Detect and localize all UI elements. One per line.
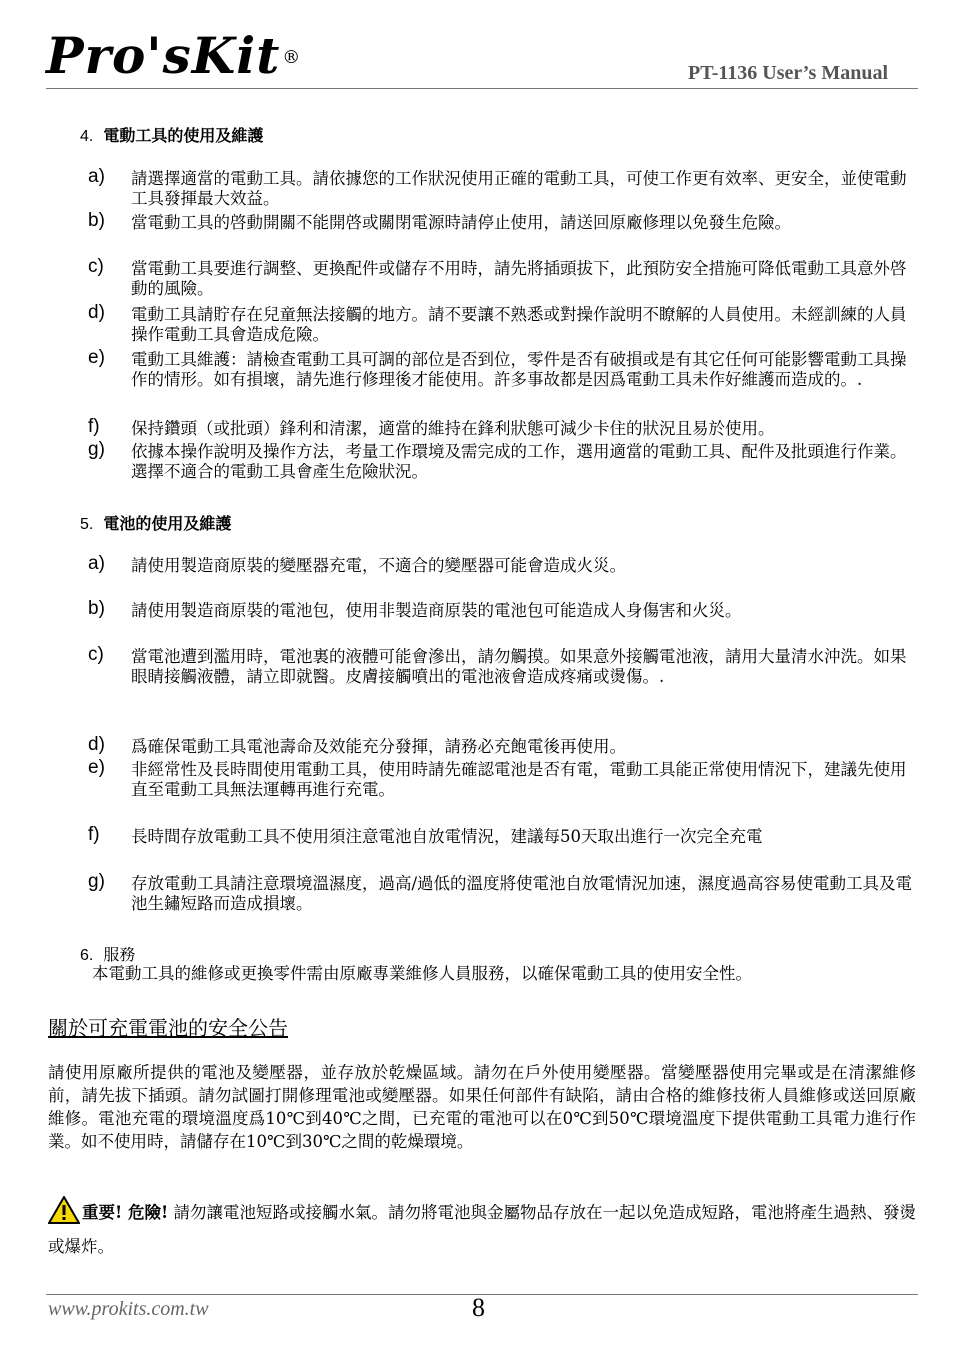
page-number: 8 xyxy=(472,1293,485,1322)
item-letter: a) xyxy=(88,553,105,574)
list-item xyxy=(88,598,916,621)
item-letter: c) xyxy=(88,256,104,277)
item-text: 非經常性及長時間使用電動工具，使用時請先確認電池是否有電，電動工具能正常使用情況下，建議先使用直至電動工具無法運轉再進行充電。 xyxy=(131,760,907,799)
item-text: 當電動工具要進行調整、更換配件或儲存不用時，請先將插頭拔下，此預防安全措施可降低電動工具意外啓動的風險。 xyxy=(131,259,907,298)
list-item xyxy=(88,210,916,233)
list-item xyxy=(88,871,916,914)
item-letter: a) xyxy=(88,166,105,187)
item-letter: d) xyxy=(88,302,105,323)
item-letter: f) xyxy=(88,824,100,845)
item-letter: b) xyxy=(88,598,105,619)
item-text: 請選擇適當的電動工具。請依據您的工作狀況使用正確的電動工具，可使工作更有效率、更安全，並使電動工具發揮最大效益。 xyxy=(131,169,907,208)
list-item xyxy=(88,347,916,390)
item-text: 保持鑽頭（或批頭）鋒利和清潔，適當的維持在鋒利狀態可減少卡住的狀況且易於使用。 xyxy=(131,419,775,438)
list-item xyxy=(88,553,916,576)
website-link[interactable]: www.prokits.com.tw xyxy=(48,1298,209,1320)
item-letter: d) xyxy=(88,734,105,755)
section-4-heading xyxy=(80,123,263,146)
item-text: 依據本操作說明及操作方法，考量工作環境及需完成的工作，選用適當的電動工具、配件及批頭進行作業。選擇不適合的電動工具會產生危險狀況。 xyxy=(131,442,907,481)
section-6-heading xyxy=(80,942,135,965)
notice-paragraph: 請使用原廠所提供的電池及變壓器，並存放於乾燥區域。請勿在戶外使用變壓器。當變壓器使用完畢或是在清潔維修前，請先拔下插頭。請勿試圖打開修理電池或變壓器。如果任何部件有缺陷，請由合格的維修技術人員維修或送回原廠維修。電池充電的環境溫度爲10℃到40℃之間，已充電的電池可以在0℃到50℃環境溫度下提供電動工具電力進行作業。如不使用時，請儲存在10℃到30℃之間的乾燥環境。 xyxy=(48,1063,916,1151)
registered-mark: ® xyxy=(282,47,302,68)
notice-title: 關於可充電電池的安全公告 xyxy=(48,1016,288,1040)
item-letter: g) xyxy=(88,439,105,460)
brand-logo xyxy=(46,26,301,86)
list-item xyxy=(88,302,916,345)
item-letter: c) xyxy=(88,644,104,665)
section-title: 電池的使用及維護 xyxy=(103,514,232,533)
item-text: 存放電動工具請注意環境溫濕度，過高/過低的溫度將使電池自放電情況加速，濕度過高容易使電動工具及電池生鏽短路而造成損壞。 xyxy=(131,874,913,913)
section-title: 電動工具的使用及維護 xyxy=(103,126,264,145)
section-5-heading xyxy=(80,511,231,534)
section-number: 6. xyxy=(80,947,94,964)
list-item xyxy=(88,644,916,687)
section-number: 5. xyxy=(80,516,94,533)
item-text: 請使用製造商原裝的電池包，使用非製造商原裝的電池包可能造成人身傷害和火災。 xyxy=(131,601,742,620)
warning-triangle-icon xyxy=(48,1196,80,1233)
warning-label: 重要! 危險! xyxy=(82,1203,169,1222)
item-text: 電動工具維護：請檢查電動工具可調的部位是否到位，零件是否有破損或是有其它任何可能影響電動工具操作的情形。如有損壞，請先進行修理後才能使用。許多事故都是因爲電動工具未作好維護而造成的。. xyxy=(131,350,907,389)
item-text: 當電池遭到濫用時，電池裏的液體可能會滲出，請勿觸摸。如果意外接觸電池液，請用大量清水沖洗。如果眼睛接觸液體，請立即就醫。皮膚接觸噴出的電池液會造成疼痛或燙傷。. xyxy=(131,647,907,686)
item-text: 長時間存放電動工具不使用須注意電池自放電情況，建議每50天取出進行一次完全充電 xyxy=(131,827,763,846)
service-text: 本電動工具的維修或更換零件需由原廠專業維修人員服務，以確保電動工具的使用安全性。 xyxy=(92,964,752,983)
item-letter: f) xyxy=(88,416,100,437)
item-letter: e) xyxy=(88,757,105,778)
list-item xyxy=(88,416,916,439)
item-letter: b) xyxy=(88,210,105,231)
manual-title: PT-1136 User’s Manual xyxy=(688,62,888,84)
item-letter: e) xyxy=(88,347,105,368)
warning-block xyxy=(48,1196,916,1261)
list-item xyxy=(88,734,916,757)
item-letter: g) xyxy=(88,871,105,892)
item-text: 請使用製造商原裝的變壓器充電，不適合的變壓器可能會造成火災。 xyxy=(131,556,626,575)
list-item xyxy=(88,256,916,299)
logo-text: Pro'sKit xyxy=(46,26,281,85)
item-text: 爲確保電動工具電池壽命及效能充分發揮，請務必充飽電後再使用。 xyxy=(131,737,626,756)
list-item xyxy=(88,166,916,209)
list-item xyxy=(88,757,916,800)
header-divider xyxy=(46,88,918,89)
item-text: 當電動工具的啓動開關不能開啓或關閉電源時請停止使用，請送回原廠修理以免發生危險。 xyxy=(131,213,791,232)
section-title: 服務 xyxy=(103,945,136,964)
warning-text: 請勿讓電池短路或接觸水氣。請勿將電池與金屬物品存放在一起以免造成短路，電池將產生過熱、發燙或爆炸。 xyxy=(48,1203,916,1256)
list-item xyxy=(88,824,916,847)
section-number: 4. xyxy=(80,128,94,145)
item-text: 電動工具請貯存在兒童無法接觸的地方。請不要讓不熟悉或對操作說明不瞭解的人員使用。未經訓練的人員操作電動工具會造成危險。 xyxy=(131,305,907,344)
list-item xyxy=(88,439,916,482)
